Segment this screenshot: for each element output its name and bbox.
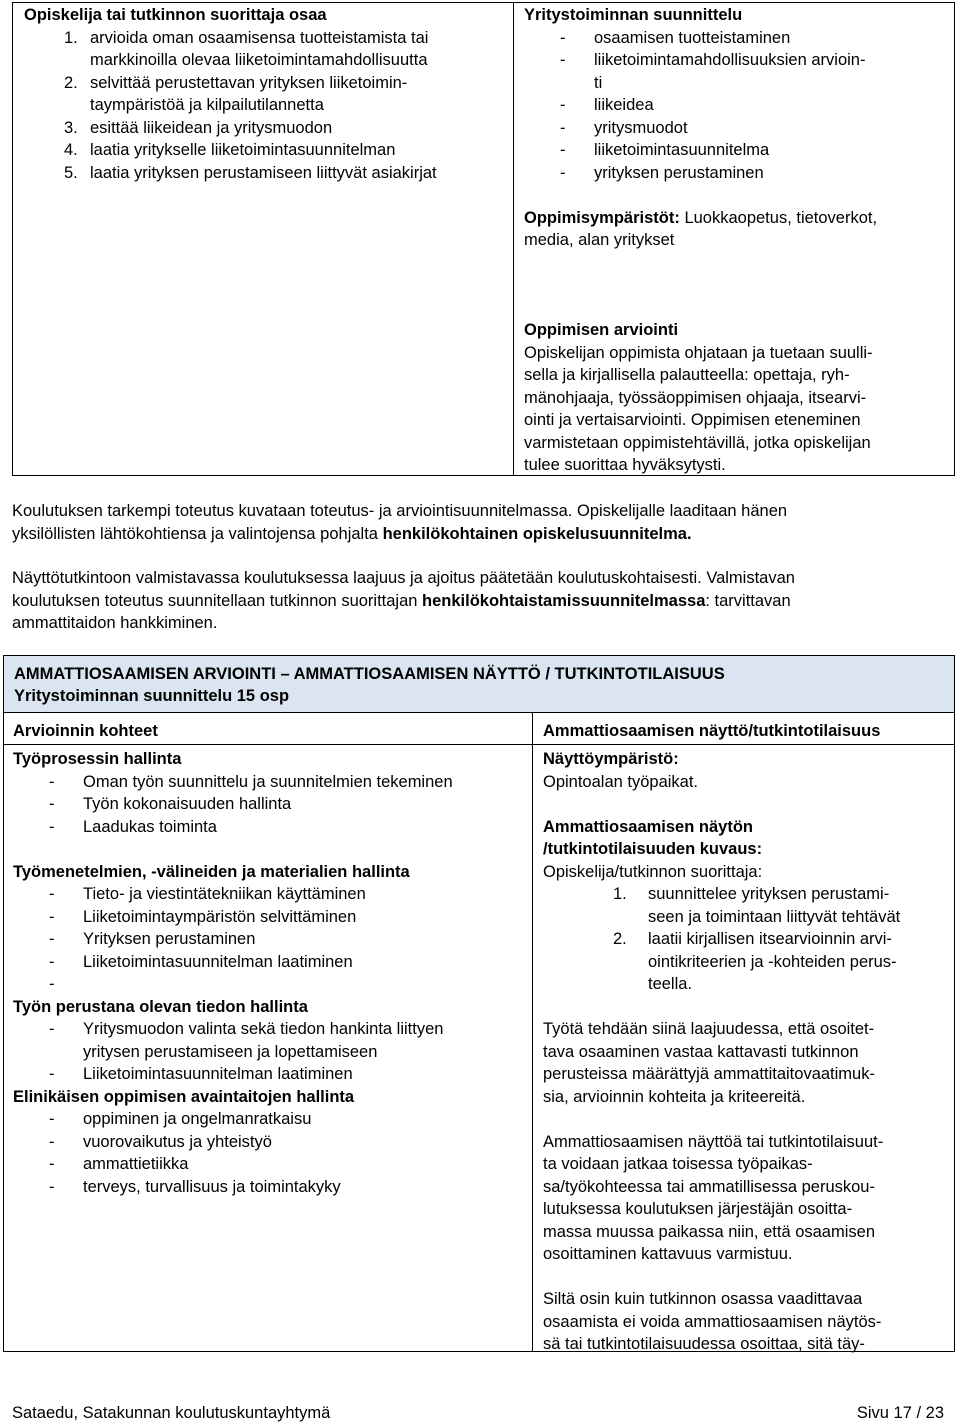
contents-list [524,27,950,185]
target-section-title: Työn perustana olevan tiedon hallinta [13,997,308,1016]
text-line: liiketoimintamahdollisuuksien arvioin- [594,51,866,69]
bullet-dash: - [49,817,55,836]
assessment-title: AMMATTIOSAAMISEN ARVIOINTI – AMMATTIOSAAMISEN NÄYTTÖ / TUTKINTOTILAISUUS [14,665,725,683]
paragraph-emphasis: henkilökohtainen opiskelusuunnitelma. [382,524,692,543]
objectives-heading: Opiskelija tai tutkinnon suorittaja osaa [24,6,327,24]
description-paragraph [543,1131,951,1266]
environments-value-cont: media, alan yritykset [524,231,675,249]
bullet-dash: - [560,118,566,137]
assessment-row-divider-left [3,744,532,745]
bullet-dash: - [49,952,55,971]
text-line: Opiskelijan oppimista ohjataan ja tuetaan suulli- [524,343,873,362]
objective-item [24,139,509,162]
text-line: seen ja toimintaan liittyvät tehtävät [648,907,901,926]
bullet-dash: - [560,96,566,114]
paragraph-text: : tarvittavan [705,591,791,610]
item-number: 1. [613,885,627,903]
paragraph-line: Koulutuksen tarkempi toteutus kuvataan toteutus- ja arviointisuunnitelmassa. Opiskelijalle laaditaan hänen [12,502,788,520]
target-item [13,816,528,839]
description-paragraph [543,1018,951,1108]
text-line: Liiketoimintasuunnitelman laatiminen [83,952,353,971]
text-line: mänohjaaja, työssäoppimisen ohjaaja, itsearvi- [524,388,867,407]
text-line: suunnittelee yrityksen perustami- [648,885,890,903]
bullet-dash: - [49,1155,55,1173]
item-number: 5. [64,163,78,182]
demonstration-description [543,748,951,1356]
paragraph-text: yksilöllisten lähtökohtiensa ja valintojensa pohjalta [12,524,383,543]
paragraph-text: koulutuksen toteutus suunnitellaan tutkinnon suorittajan [12,591,423,610]
text-line: perusteissa määrättyjä ammattitaitovaatimuk- [543,1065,875,1083]
demonstration-column-header: Ammattiosaamisen näyttö/tutkintotilaisuus [543,722,881,740]
text-line: varmistetaan oppimistehtävillä, jotka opiskelijan [524,433,871,452]
target-item [13,1018,528,1063]
assessment-text [524,342,950,477]
paragraph-preparatory [12,567,952,635]
text-line: arvioida oman osaamisensa tuotteistamista tai [90,28,429,47]
bullet-dash: - [49,795,55,813]
text-line: yritysmuodot [594,118,688,137]
text-line: Yritysmuodon valinta sekä tiedon hankinta liittyen [83,1020,444,1038]
content-item [524,139,950,162]
bullet-dash: - [560,51,566,69]
top-right-cell [524,4,950,477]
paragraph-emphasis: henkilökohtaistamissuunnitelmassa [422,591,706,610]
text-line: sia, arvioinnin kohteita ja kriteereitä. [543,1087,806,1106]
top-left-cell [24,4,509,184]
text-line: sella ja kirjallisella palautteella: opettaja, ryh- [524,366,850,384]
text-line: osoittaminen kattavuus varmistuu. [543,1245,793,1263]
objectives-list [24,27,509,185]
bullet-dash: - [560,141,566,159]
footer-organization: Sataedu, Satakunnan koulutuskuntayhtymä [12,1404,331,1422]
targets-column-header: Arvioinnin kohteet [13,722,158,740]
text-line: Laadukas toiminta [83,817,217,836]
text-line: Siltä osin kuin tutkinnon osassa vaadittavaa [543,1290,863,1308]
text-line: osaamista ei voida ammattiosaamisen näytös- [543,1312,882,1331]
paragraph-line [12,590,952,613]
description-label-cont: /tutkintotilaisuuden kuvaus: [543,840,763,858]
text-line: osaamisen tuotteistaminen [594,28,791,47]
text-line: tava osaaminen vastaa kattavasti tutkinnon [543,1042,859,1061]
content-item [524,27,950,50]
content-item [524,94,950,117]
text-line: Yrityksen perustaminen [83,930,256,948]
item-number: 2. [64,73,78,92]
paragraph-implementation [12,500,952,545]
spacer [13,838,528,861]
description-item [543,883,951,928]
text-line: ointi ja vertaisarviointi. Oppimisen eteneminen [524,411,861,429]
target-item-empty [13,973,528,996]
item-number: 3. [64,118,78,137]
description-item [543,928,951,996]
bullet-dash: - [49,930,55,948]
environments-label: Oppimisympäristöt: [524,208,680,227]
text-line: laatia yritykselle liiketoimintasuunnitelman [90,141,396,159]
assessment-heading: Oppimisen arviointi [524,321,679,339]
text-line: tulee suorittaa hyväksytysti. [524,456,726,474]
objective-item [24,72,509,117]
target-section-title: Elinikäisen oppimisen avaintaitojen hallinta [13,1087,355,1106]
target-item [13,1108,528,1131]
objective-item [24,27,509,72]
text-line: esittää liikeidean ja yritysmuodon [90,118,333,137]
content-item [524,49,950,94]
item-number: 1. [64,28,78,47]
paragraph-line: Näyttötutkintoon valmistavassa koulutuksessa laajuus ja ajoitus päätetään koulutuskohtaisesti. Valmistavan [12,569,795,587]
assessment-col-divider [532,712,533,1352]
bullet-dash: - [49,885,55,903]
text-line: sa/työkohteessa tai ammatillisessa peruskou- [543,1177,875,1196]
assessment-row-divider-right [532,744,955,745]
text-line: vuorovaikutus ja yhteistyö [83,1132,272,1151]
text-line: laatii kirjallisen itsearvioinnin arvi- [648,930,892,948]
text-line: liiketoimintasuunnitelma [594,141,770,159]
text-line: oppiminen ja ongelmanratkaisu [83,1110,312,1128]
objective-item [24,162,509,185]
target-item [13,1063,528,1086]
target-section-title: Työmenetelmien, -välineiden ja materialien hallinta [13,862,410,881]
bullet-dash: - [49,1110,55,1128]
footer-page-number: Sivu 17 / 23 [856,1404,944,1422]
bullet-dash: - [49,1065,55,1083]
environment-label: Näyttöympäristö: [543,750,679,768]
text-line: yrityksen perustaminen [594,163,764,182]
content-item [524,162,950,185]
assessment-targets [13,748,528,1198]
text-line: Oman työn suunnittelu ja suunnitelmien tekeminen [83,772,453,791]
text-line: liikeidea [594,96,654,114]
assessment-table-header [3,655,955,713]
bullet-dash: - [49,907,55,926]
environments-value: Luokkaopetus, tietoverkot, [679,208,878,227]
description-label: Ammattiosaamisen näytön [543,817,753,836]
text-line: teella. [648,975,693,993]
target-item [13,883,528,906]
bullet-dash: - [49,975,55,993]
target-item [13,793,528,816]
item-number: 2. [613,930,627,948]
text-line: ammattietiikka [83,1155,189,1173]
paragraph-line: ammattitaidon hankkiminen. [12,614,218,632]
environment-value: Opintoalan työpaikat. [543,772,699,791]
text-line: Tieto- ja viestintätekniikan käyttäminen [83,885,366,903]
text-line: laatia yrityksen perustamiseen liittyvät asiakirjat [90,163,437,182]
text-line: yritysen perustamiseen ja lopettamiseen [83,1042,378,1061]
contents-heading: Yritystoiminnan suunnittelu [524,6,743,24]
assessment-subtitle: Yritystoiminnan suunnittelu 15 osp [14,687,290,705]
text-line: Ammattiosaamisen näyttöä tai tutkintotilaisuut- [543,1132,884,1151]
text-line: selvittää perustettavan yrityksen liiketoimin- [90,73,408,92]
target-item [13,1176,528,1199]
target-section-title: Työprosessin hallinta [13,750,182,768]
text-line: ta voidaan jatkaa toisessa työpaikas- [543,1155,813,1173]
bullet-dash: - [49,1177,55,1196]
target-item [13,1131,528,1154]
text-line: Työn kokonaisuuden hallinta [83,795,292,813]
text-line: ointikriteerien ja -kohteiden perus- [648,952,897,971]
objective-item [24,117,509,140]
bullet-dash: - [560,28,566,47]
text-line: markkinoilla olevaa liiketoimintamahdollisuutta [90,51,428,69]
description-items [543,883,951,996]
description-intro: Opiskelija/tutkinnon suorittaja: [543,862,763,881]
text-line: Liiketoimintaympäristön selvittäminen [83,907,357,926]
text-line [83,973,528,996]
description-paragraph [543,1288,951,1356]
target-item [13,928,528,951]
text-line: taympäristöä ja kilpailutilannetta [90,96,324,114]
learning-environments [524,207,950,252]
bullet-dash: - [49,1132,55,1151]
target-item [13,906,528,929]
target-item [13,951,528,974]
content-item [524,117,950,140]
paragraph-line [12,523,952,546]
bullet-dash: - [49,772,55,791]
text-line: Työtä tehdään siinä laajuudessa, että osoitet- [543,1020,875,1038]
top-table-divider [513,2,514,476]
text-line: terveys, turvallisuus ja toimintakyky [83,1177,341,1196]
bullet-dash: - [49,1020,55,1038]
text-line: Liiketoimintasuunnitelman laatiminen [83,1065,353,1083]
bullet-dash: - [560,163,566,182]
item-number: 4. [64,141,78,159]
text-line: sä tai tutkintotilaisuudessa osoittaa, sitä täy- [543,1335,865,1353]
target-item [13,1153,528,1176]
target-item [13,771,528,794]
text-line: ti [594,73,603,92]
text-line: massa muussa paikassa niin, että osaamisen [543,1222,875,1241]
text-line: lutuksessa koulutuksen järjestäjän osoitta- [543,1200,853,1218]
